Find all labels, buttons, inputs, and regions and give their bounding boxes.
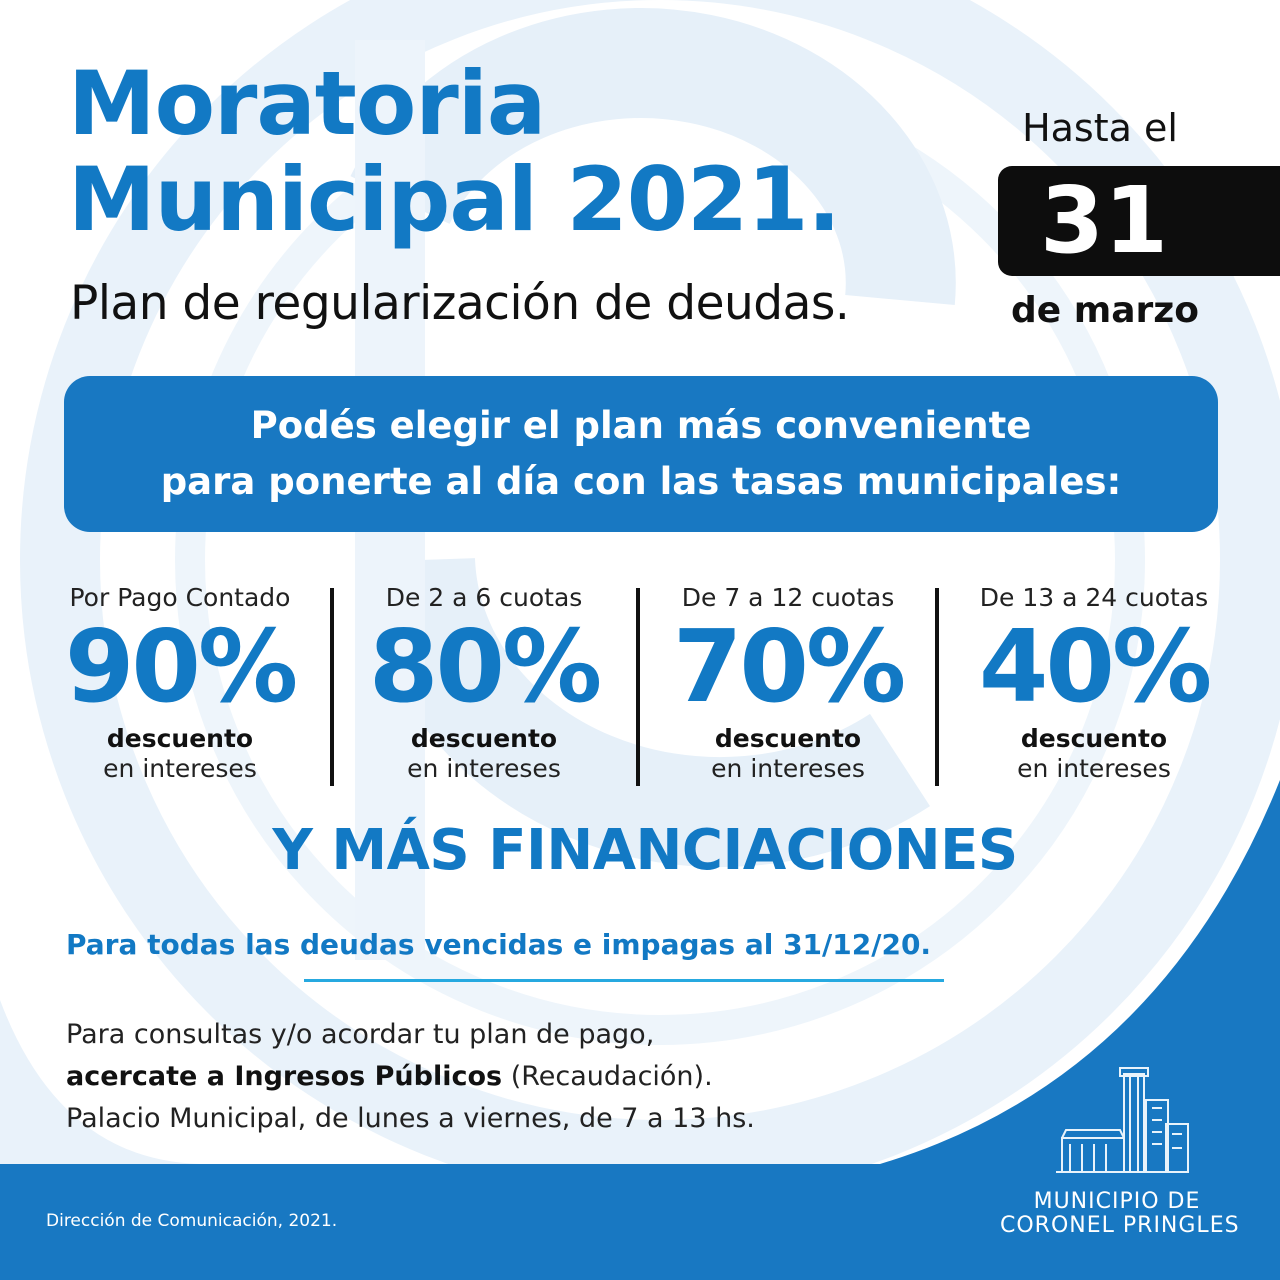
column-divider [330, 588, 334, 786]
deadline-month: de marzo [1011, 290, 1199, 331]
municipality-logo [1000, 1189, 1240, 1238]
plan-discount: 70% [672, 608, 904, 725]
page-title [68, 52, 840, 251]
plan-sublabel: en intereses [1017, 754, 1171, 783]
contact-line-3: Palacio Municipal, de lunes a viernes, de 7 a 13 hs. [66, 1103, 755, 1134]
plan-label: descuento [410, 724, 558, 753]
plan-condition: Por Pago Contado [69, 583, 291, 612]
plan-label: descuento [714, 724, 862, 753]
contact-office: acercate a Ingresos Públicos [66, 1061, 503, 1092]
info-banner [64, 376, 1218, 532]
contact-line-1: Para consultas y/o acordar tu plan de pago, [66, 1019, 655, 1050]
plan-label: descuento [106, 724, 254, 753]
contact-office-detail: (Recaudación). [502, 1061, 713, 1092]
plan-condition: De 7 a 12 cuotas [681, 583, 895, 612]
debts-note: Para todas las deudas vencidas e impagas al 31/12/20. [66, 928, 932, 961]
banner-line-1: Podés elegir el plan más conveniente [250, 404, 1032, 447]
contact-line-2 [66, 1056, 755, 1098]
deadline-prefix: Hasta el [1022, 106, 1178, 150]
logo-line-2: CORONEL PRINGLES [1000, 1213, 1240, 1238]
plan-discount: 80% [368, 608, 600, 725]
debts-note-underline [304, 979, 944, 982]
plan-sublabel: en intereses [103, 754, 257, 783]
footer-credit: Dirección de Comunicación, 2021. [46, 1211, 338, 1231]
page-subtitle: Plan de regularización de deudas. [70, 276, 850, 331]
more-financing-heading: Y MÁS FINANCIACIONES [272, 818, 1018, 883]
plan-label: descuento [1020, 724, 1168, 753]
column-divider [935, 588, 939, 786]
plan-13-24-cuotas [946, 580, 1242, 784]
logo-line-1: MUNICIPIO DE [1033, 1189, 1201, 1214]
banner-line-2: para ponerte al día con las tasas municipales: [160, 460, 1122, 503]
plan-7-12-cuotas [640, 580, 936, 784]
plan-sublabel: en intereses [407, 754, 561, 783]
plan-2-6-cuotas [336, 580, 632, 784]
plan-condition: De 2 a 6 cuotas [385, 583, 583, 612]
plan-discount: 90% [64, 608, 296, 725]
contact-info [66, 1014, 755, 1140]
title-line-1: Moratoria [68, 52, 546, 155]
plan-contado [32, 580, 328, 784]
deadline-day: 31 [1039, 167, 1169, 274]
municipal-palace-icon [1054, 1064, 1190, 1176]
plan-condition: De 13 a 24 cuotas [979, 583, 1209, 612]
title-line-2: Municipal 2021. [68, 148, 840, 251]
plan-sublabel: en intereses [711, 754, 865, 783]
plan-discount: 40% [978, 608, 1210, 725]
